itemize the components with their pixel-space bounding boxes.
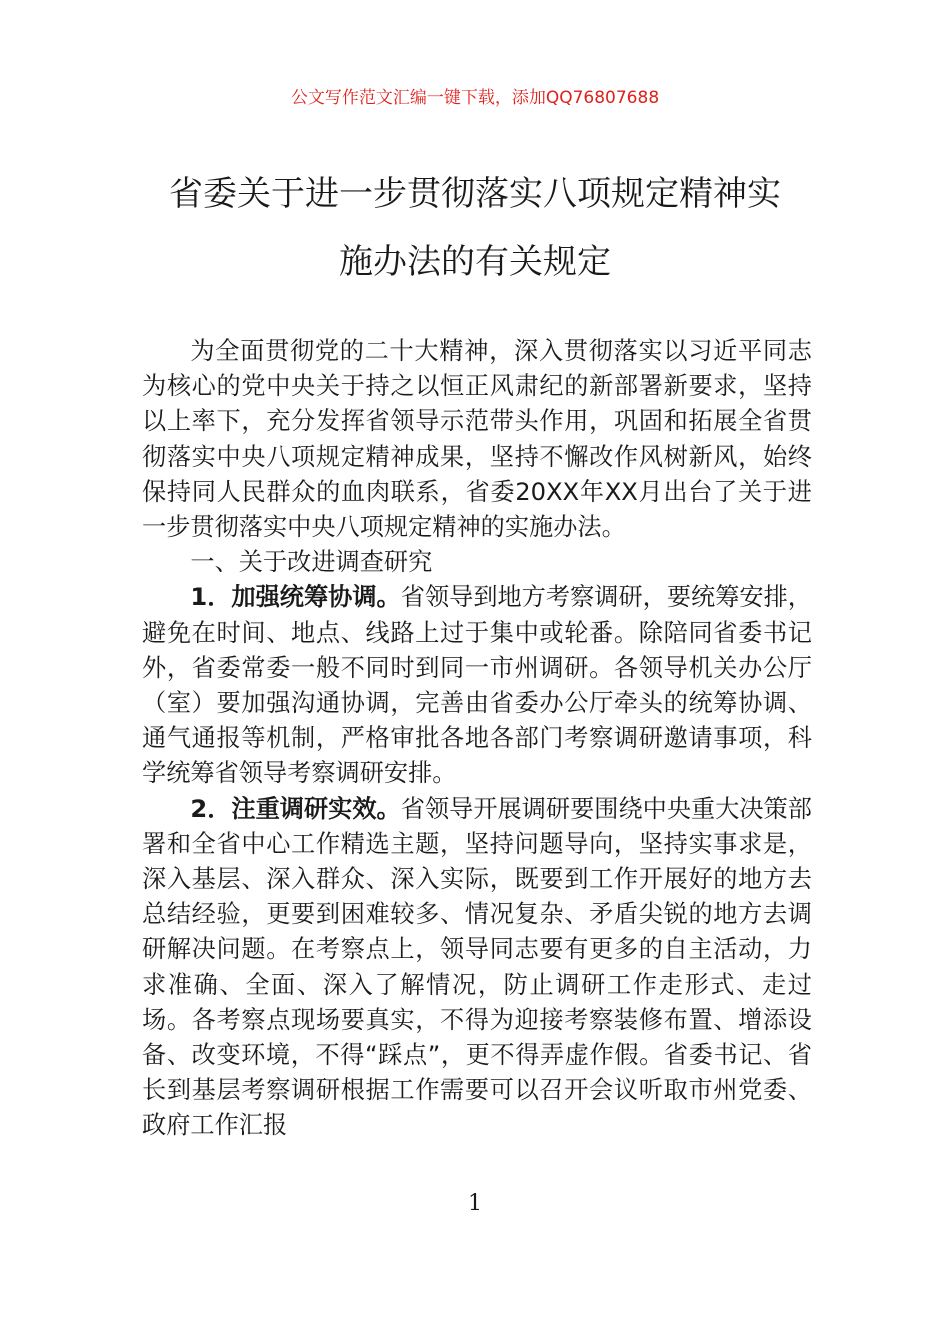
item-2-text: 省领导开展调研要围绕中央重大决策部署和全省中心工作精选主题，坚持问题导向，坚持实事求是，深入基层、深入群众、深入实际，既要到工作开展好的地方去总结经验，更要到困难较多、情况复杂、矛盾尖锐的地方去调研解决问题。在考察点上，领导同志要有更多的自主活动，力求准确、全面、深入了解情况，防止调研工作走形式、走过场。各考察点现场要真实，不得为迎接考察装修布置、增添设备、改变环境，不得“踩点”，更不得弄虚作假。省委书记、省长到基层考察调研根据工作需要可以召开会议听取市州党委、政府工作汇报 <box>142 794 812 1140</box>
item-2-lead: 2．注重调研实效。 <box>190 794 401 823</box>
page-number: 1 <box>468 1191 482 1216</box>
item-1-text: 省领导到地方考察调研，要统筹安排，避免在时间、地点、线路上过于集中或轮番。除陪同省委书记外，省委常委一般不同时到同一市州调研。各领导机关办公厅（室）要加强沟通协调，完善由省委办公厅牵头的统筹协调、通气通报等机制，严格审批各地各部门考察调研邀请事项，科学统筹省领导考察调研安排。 <box>142 583 812 788</box>
document-title-line-2: 施办法的有关规定 <box>339 242 611 282</box>
download-notice: 公文写作范文汇编一键下载，添加QQ76807688 <box>290 88 660 108</box>
item-1-lead: 1．加强统筹协调。 <box>190 583 401 612</box>
item-2-paragraph <box>142 792 812 1144</box>
document-title-line-1: 省委关于进一步贯彻落实八项规定精神实 <box>169 174 781 214</box>
item-1-paragraph <box>142 580 812 791</box>
document-body <box>142 334 812 1144</box>
section-1-heading: 一、关于改进调查研究 <box>190 548 433 577</box>
intro-paragraph: 为全面贯彻党的二十大精神，深入贯彻落实以习近平同志为核心的党中央关于持之以恒正风肃纪的新部署新要求，坚持以上率下，充分发挥省领导示范带头作用，巩固和拓展全省贯彻落实中央八项规定精神成果，坚持不懈改作风树新风，始终保持同人民群众的血肉联系，省委20XX年XX月出台了关于进一步贯彻落实中央八项规定精神的实施办法。 <box>142 337 812 542</box>
